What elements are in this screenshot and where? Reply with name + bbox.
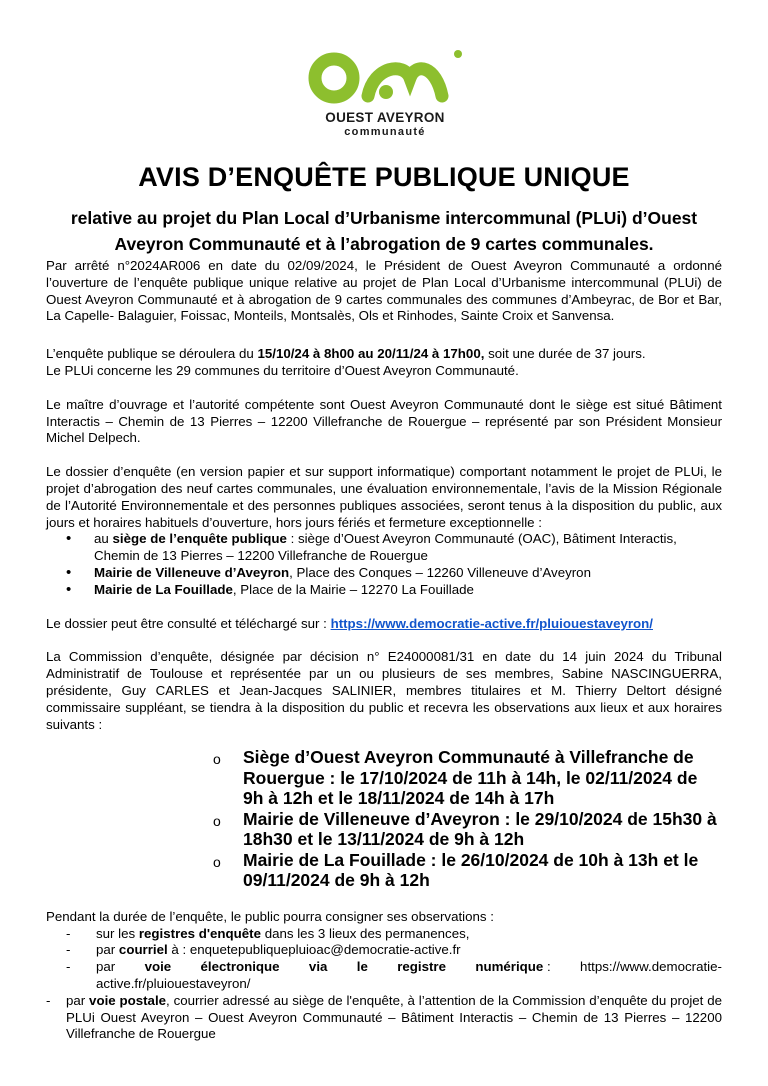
dates-after: soit une durée de 37 jours. xyxy=(484,346,646,362)
list-item: - sur les registres d'enquête dans les 3 lieux des permanences, xyxy=(66,926,722,943)
paragraph-consultation xyxy=(46,616,722,633)
oac-logo-mark-icon xyxy=(306,48,466,110)
paragraph-commission: La Commission d’enquête, désignée par décision n° E24000081/31 en date du 14 juin 2024 du Tribunal Administratif de Toulouse et représentée par un ou plusieurs de ses membres, Sabine NASCINGUERRA, présidente, Guy CARLES et Jean-Jacques SALINIER, membres titulaires et M. Thierry Deltort désigné commissaire suppléant, se tiendra à la disposition du public et recevra les observations aux lieux et aux horaires suivants : xyxy=(46,649,722,732)
list-item: • Mairie de La Fouillade, Place de la Mairie – 12270 La Fouillade xyxy=(66,582,722,599)
notice-title: AVIS D’ENQUÊTE PUBLIQUE UNIQUE xyxy=(138,162,630,192)
logo-subtitle: communauté xyxy=(344,126,426,138)
list-item: - par voie postale, courrier adressé au siège de l'enquête, à l’attention de la Commission d’enquête du projet de PLUi Ouest Aveyron – Ouest Aveyron Communauté – Bâtiment Interactis – Chemin de 13 Pierres – 12200 Villefranche de Rouergue xyxy=(46,993,722,1043)
list-item: o Mairie de Villeneuve d’Aveyron : le 29/10/2024 de 15h30 à 18h30 et le 13/11/2024 de 9h à 12h xyxy=(213,809,722,850)
paragraph-dossier: Le dossier d’enquête (en version papier et sur support informatique) comportant notamment le projet de PLUi, le projet d’abrogation des neuf cartes communales, une évaluation environnementale, l’avis de la Mission Régionale de l’Autorité Environnementale et des personnes publiques associées, seront tenus à la disposition du public, aux jours et horaires habituels d’ouverture, hors jours fériés et fermeture exceptionnelle : xyxy=(46,464,722,530)
dates-line2: Le PLUi concerne les 29 communes du territoire d’Ouest Aveyron Communauté. xyxy=(46,362,519,378)
logo-name: OUEST AVEYRON xyxy=(325,110,445,125)
oac-logo xyxy=(300,48,470,140)
paragraph-dates xyxy=(46,346,722,380)
notice-subtitle: relative au projet du Plan Local d’Urbanisme intercommunal (PLUi) d’Ouest Aveyron Communauté et à l’abrogation de 9 cartes communales. xyxy=(70,208,698,254)
locations-list xyxy=(66,531,722,598)
paragraph-maitre-ouvrage: Le maître d’ouvrage et l’autorité compétente sont Ouest Aveyron Communauté dont le siège est situé Bâtiment Interactis – Chemin de 13 Pierres – 12200 Villefranche de Rouergue – représenté par son Président Monsieur Michel Delpech. xyxy=(46,396,722,446)
list-item: • Mairie de Villeneuve d’Aveyron, Place des Conques – 12260 Villeneuve d’Aveyron xyxy=(66,565,722,582)
paragraph-arrete: Par arrêté n°2024AR006 en date du 02/09/2024, le Président de Ouest Aveyron Communauté a ordonné l’ouverture de l’enquête publique unique relative au projet de Plan Local d’Urbanisme intercommunal (PLUi) de Ouest Aveyron Communauté et à abrogation de 9 cartes communales des communes d’Ambeyrac, de Bor et Bar, La Capelle- Balaguier, Foissac, Monteils, Montsalès, Ols et Rinhodes, Sainte Croix et Sanvensa. xyxy=(46,258,722,324)
consultation-text: Le dossier peut être consulté et téléchargé sur : xyxy=(46,615,331,631)
permanences-list xyxy=(213,747,722,891)
observations-intro: Pendant la durée de l’enquête, le public pourra consigner ses observations : xyxy=(46,908,494,924)
list-item: - par voie électronique via le registre numérique : https://www.democratie- active.fr/pluiouestaveyron/ xyxy=(66,959,722,993)
observations-list xyxy=(66,926,722,993)
list-item: o Mairie de La Fouillade : le 26/10/2024 de 10h à 13h et le 09/11/2024 de 9h à 12h xyxy=(213,850,722,891)
dates-bold: 15/10/24 à 8h00 au 20/11/24 à 17h00, xyxy=(257,346,485,362)
list-item: • au siège de l’enquête publique : siège d’Ouest Aveyron Communauté (OAC), Bâtiment Interactis, Chemin de 13 Pierres – 12200 Villefranche de Rouergue xyxy=(66,531,722,565)
list-item: - par courriel à : enquetepubliquepluioac@democratie-active.fr xyxy=(66,942,722,959)
notice-body xyxy=(46,258,722,1043)
dates-before: L’enquête publique se déroulera du xyxy=(46,346,258,362)
list-item: o Siège d’Ouest Aveyron Communauté à Villefranche de Rouergue : le 17/10/2024 de 11h à 14h, le 02/11/2024 de 9h à 12h et le 18/11/2024 de 14h à 17h xyxy=(213,747,722,809)
postal-list xyxy=(46,993,722,1043)
democratie-active-link[interactable]: https://www.democratie-active.fr/pluiouestaveyron/ xyxy=(330,615,653,631)
